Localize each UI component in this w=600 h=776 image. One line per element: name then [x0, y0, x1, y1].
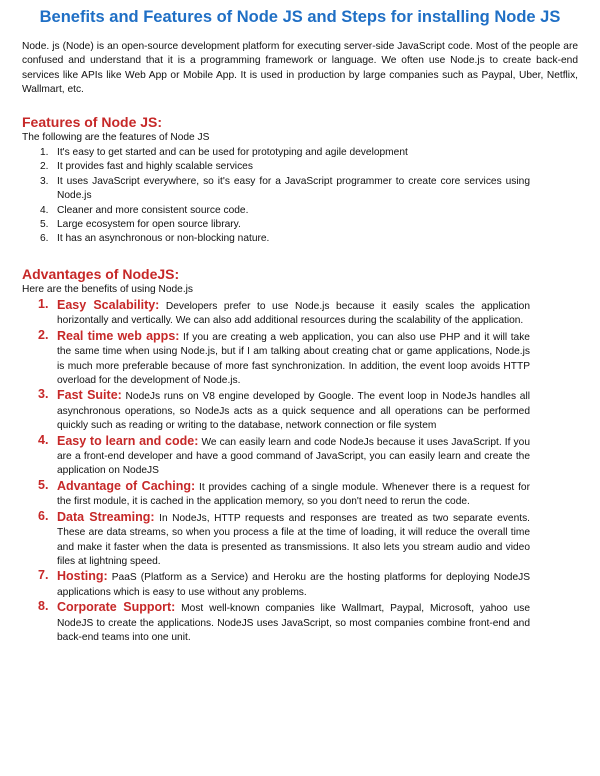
advantages-heading: Advantages of NodeJS:: [22, 266, 180, 282]
list-item: 3. Fast Suite: NodeJs runs on V8 engine developed by Google. The event loop in NodeJs handles all asynchronous operations, so NodeJs acts as a quick sequence and all operations can be performed quickly such as reading or writing to the database, network connection or file system: [38, 387, 530, 432]
advantages-list: [22, 298, 530, 645]
document-title: Benefits and Features of Node JS and Steps for installing Node JS: [39, 8, 561, 26]
list-item: 2. It provides fast and highly scalable services: [40, 161, 253, 173]
list-item: 6. Data Streaming: In NodeJs, HTTP requests and responses are treated as two separate events. These are data streams, so when you process a file at the time of loading, it will reduce the overall time and make it faster when the data is presented as transmissions. It also lets you stream audio and video files at lightning speed.: [38, 508, 530, 567]
list-item: 2. Real time web apps: If you are creating a web application, you can also use PHP and it will take the same time when using Node.js, but if I am talking about creating chat or game applications, Node.js is much more preferable because of more fast synchronization. In addition, the event loop avoids HTTP overload for the development of Node.js.: [38, 327, 530, 387]
advantages-lead: Here are the benefits of using Node.js: [22, 284, 194, 295]
list-item: 5. Large ecosystem for open source library.: [40, 219, 241, 231]
list-item: 6. It has an asynchronous or non-blocking nature.: [40, 233, 270, 245]
list-item: 1. It's easy to get started and can be used for prototyping and agile development: [40, 147, 408, 158]
list-item: 7. Hosting: PaaS (Platform as a Service) and Heroku are the hosting platforms for deploying NodeJS applications which is easy to use without any problems.: [38, 568, 530, 598]
list-item: 4. Easy to learn and code: We can easily learn and code NodeJs because it uses JavaScript. If you are a front-end developer and have a good command of JavaScript, you can easily learn and create the application on NodeJS: [38, 432, 530, 477]
list-item: 1. Easy Scalability: Developers prefer to use Node.js because it easily scales the application horizontally and vertically. We can also add additional resources during the scalability of the application.: [38, 297, 530, 327]
list-item: 4. Cleaner and more consistent source code.: [40, 204, 249, 216]
list-item: 8. Corporate Support: Most well-known companies like Wallmart, Paypal, Microsoft, yahoo use NodeJS to create the applications. NodeJS uses JavaScript, so most companies combine front-end and back-end teams into one unit.: [38, 599, 530, 643]
list-item: 5. Advantage of Caching: It provides caching of a single module. Whenever there is a request for the first module, it is cached in the application memory, so you don't need to rerun the code.: [38, 477, 530, 508]
intro-paragraph: Node. js (Node) is an open-source development platform for executing server-side JavaScript code. Most of the people are confused and understand that it is a programming framework or language. We often use Node.js to create back-end services like APIs like Web App or Mobile App. It is used in production by large companies such as Paypal, Uber, Netflix, Wallmart, etc.: [22, 41, 578, 96]
features-list: [22, 146, 530, 247]
list-item: 3. It uses JavaScript everywhere, so it's easy for a JavaScript programmer to create core services using Node.js: [40, 175, 530, 202]
features-heading: Features of Node JS:: [22, 114, 163, 130]
features-lead: The following are the features of Node JS: [22, 132, 210, 143]
